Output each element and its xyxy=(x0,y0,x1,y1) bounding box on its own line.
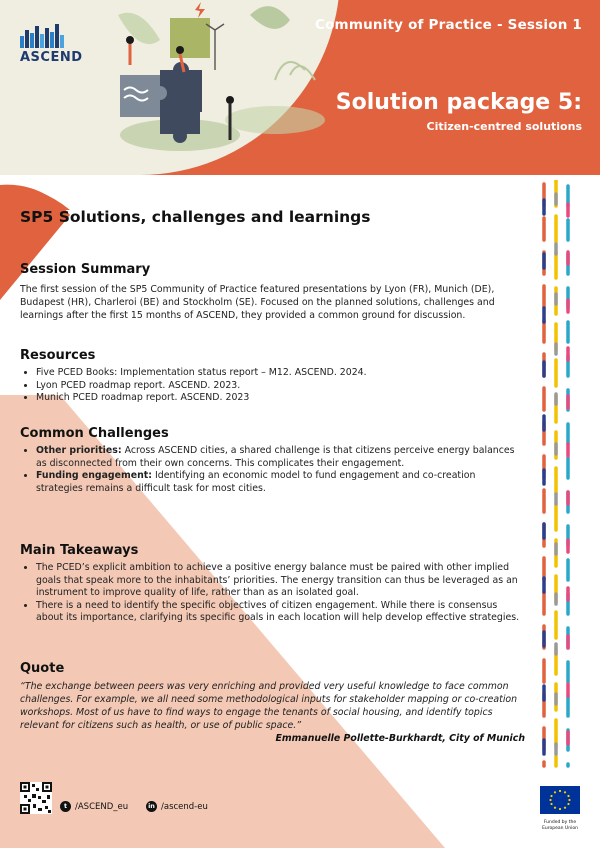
challenge-text: Across ASCEND cities, a shared challenge is that citizens perceive energy balances as disconnected from their own concerns. This complicates their engagement. xyxy=(36,445,515,469)
resources-heading: Resources xyxy=(20,348,96,363)
challenges-section xyxy=(20,426,525,495)
eu-funding-text: Funded by the European Union xyxy=(542,820,578,831)
quote-author: Emmanuelle Pollette-Burkhardt, City of Munich xyxy=(275,733,525,744)
resource-item: • Five PCED Books: Implementation status report – M12. ASCEND. 2024. xyxy=(36,367,525,380)
logo-text: ASCEND xyxy=(20,50,83,65)
decorative-stripes xyxy=(540,180,580,770)
challenge-item xyxy=(36,470,525,495)
resource-item: • Munich PCED roadmap report. ASCEND. 2023 xyxy=(36,392,525,405)
qr-code-icon[interactable] xyxy=(20,782,52,814)
takeaways-section xyxy=(20,543,525,625)
challenges-list xyxy=(20,445,525,495)
eu-funding-badge xyxy=(538,786,582,831)
takeaways-list xyxy=(20,562,525,625)
takeaway-item: • There is a need to identify the specific objectives of citizen engagement. While there is consensus about its importance, clarifying its specific goals in each location will help develop effective strategies. xyxy=(36,600,525,625)
eu-flag-icon xyxy=(540,786,580,814)
takeaway-item: • The PCED’s explicit ambition to achieve a positive energy balance must be paired with other implied goals that speak more to the inhabitants’ priorities. The energy transition can thus be leveraged as an instrument to improve quality of life, rather than as an isolated goal. xyxy=(36,562,525,600)
linkedin-link[interactable] xyxy=(146,801,208,812)
linkedin-handle: /ascend-eu xyxy=(161,801,208,812)
resources-section xyxy=(20,348,525,405)
quote-text: “The exchange between peers was very enriching and provided very useful knowledge to face common challenges. For example, we all need some methodological inputs for stakeholder mapping or co-creation workshops. Most of us have to find ways to engage the tenants of social housing, and identify topics relevant for citizens such as health, or use of public space.” xyxy=(20,681,518,731)
summary-heading: Session Summary xyxy=(20,262,151,277)
quote-heading: Quote xyxy=(20,661,65,676)
linkedin-icon: in xyxy=(146,801,157,812)
challenge-label: Funding engagement: xyxy=(36,470,153,481)
quote-section xyxy=(20,661,525,744)
takeaways-heading: Main Takeaways xyxy=(20,543,139,558)
challenge-item xyxy=(36,445,525,470)
summary-text: The first session of the SP5 Community of Practice featured presentations by Lyon (FR), Munich (DE), Budapest (HR), Charleroi (BE) and Stockholm (SE). Focused on the planned solutions, challenges and learnings after the first 15 months of ASCEND, they provided a common ground for discussion. xyxy=(20,284,495,321)
package-title: Solution package 5: xyxy=(335,90,582,115)
resource-item: • Lyon PCED roadmap report. ASCEND. 2023. xyxy=(36,380,525,393)
resources-list xyxy=(20,367,525,405)
session-title: Community of Practice - Session 1 xyxy=(314,17,582,33)
twitter-link[interactable] xyxy=(60,801,128,812)
ascend-logo-icon xyxy=(20,22,64,48)
session-summary xyxy=(20,262,525,322)
twitter-handle: /ASCEND_eu xyxy=(75,801,129,812)
footer xyxy=(20,782,580,831)
challenges-heading: Common Challenges xyxy=(20,426,169,441)
package-subtitle: Citizen-centred solutions xyxy=(426,120,582,133)
twitter-icon: t xyxy=(60,801,71,812)
challenge-text: Identifying an economic model to fund engagement and co-creation strategies remains a difficult task for most cities. xyxy=(36,470,476,494)
challenge-label: Other priorities: xyxy=(36,445,122,456)
main-title: SP5 Solutions, challenges and learnings xyxy=(20,208,371,226)
